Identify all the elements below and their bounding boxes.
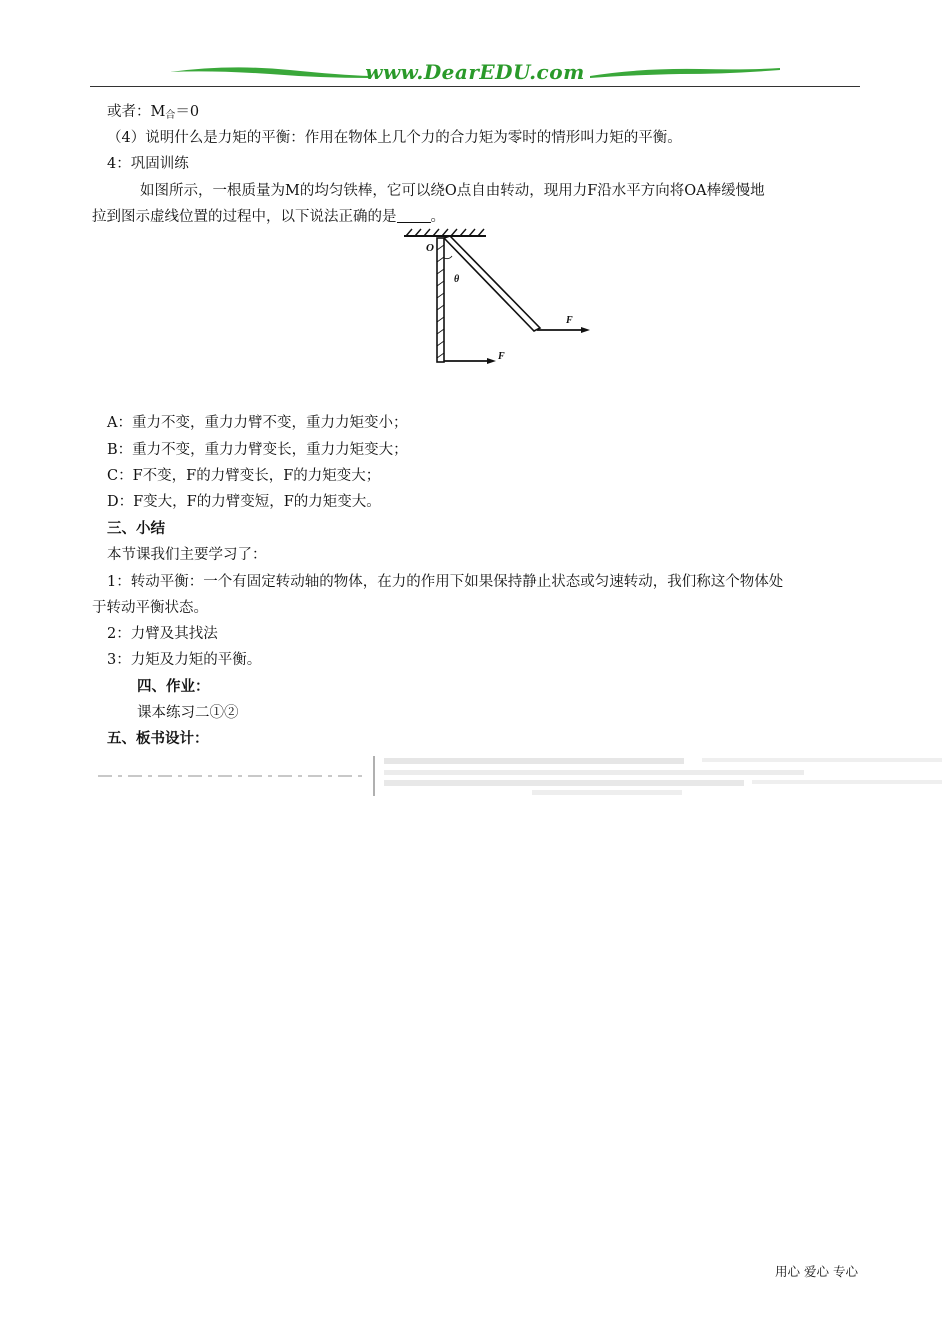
label-force-top: F <box>566 315 573 326</box>
option-b: B：重力不变，重力力臂变长，重力力矩变大； <box>107 442 408 458</box>
summary-heading: 三、小结 <box>107 520 165 537</box>
option-c: C：F不变，F的力臂变长，F的力矩变大； <box>107 468 381 484</box>
formula-line <box>107 102 199 126</box>
summary-item-3: 3：力矩及力矩的平衡。 <box>107 652 262 668</box>
summary-item-1-line-1: 1：转动平衡：一个有固定转动轴的物体，在力的作用下如果保持静止状态或匀速转动，我们称这个物体处 <box>107 574 784 590</box>
homework-text: 课本练习二①② <box>137 705 239 721</box>
page-header <box>90 58 860 90</box>
board-design-faint-scan <box>92 752 944 800</box>
summary-item-1-line-2: 于转动平衡状态。 <box>92 600 208 616</box>
homework-heading: 四、作业： <box>137 678 210 695</box>
board-design-heading: 五、板书设计： <box>107 730 209 747</box>
formula-subscript: 合 <box>165 110 176 121</box>
summary-item-2: 2：力臂及其找法 <box>107 626 218 642</box>
answer-blank <box>397 208 431 223</box>
label-force-bottom: F <box>498 351 505 362</box>
problem-text-line-1: 如图所示，一根质量为M的均匀铁棒，它可以绕O点自由转动，现用力F沿水平方向将OA棒缓慢地 <box>140 183 765 199</box>
option-d: D：F变大，F的力臂变短，F的力矩变大。 <box>107 494 381 510</box>
label-theta: θ <box>454 274 460 285</box>
site-logo: www.DearEDU.com <box>365 60 585 84</box>
formula-suffix: ＝0 <box>175 104 200 120</box>
item-4: （4）说明什么是力矩的平衡：作用在物体上几个力的合力矩为零时的情形叫力矩的平衡。 <box>107 130 682 146</box>
header-rule <box>90 86 860 87</box>
option-a: A：重力不变，重力力臂不变，重力力矩变小； <box>107 415 408 431</box>
label-o: O <box>426 242 434 254</box>
footer-slogan: 用心 爱心 专心 <box>775 1264 858 1279</box>
section-heading-consolidate: 4：巩固训练 <box>107 156 189 172</box>
lever-diagram <box>398 228 598 370</box>
problem-text-line-2-end: 。 <box>430 209 445 225</box>
problem-text-line-2-main: 拉到图示虚线位置的过程中，以下说法正确的是 <box>92 209 397 225</box>
summary-intro: 本节课我们主要学习了： <box>107 547 267 563</box>
formula-prefix: 或者：M <box>107 104 166 120</box>
problem-text-line-2 <box>92 207 445 227</box>
right-swoosh-decoration <box>590 66 780 78</box>
